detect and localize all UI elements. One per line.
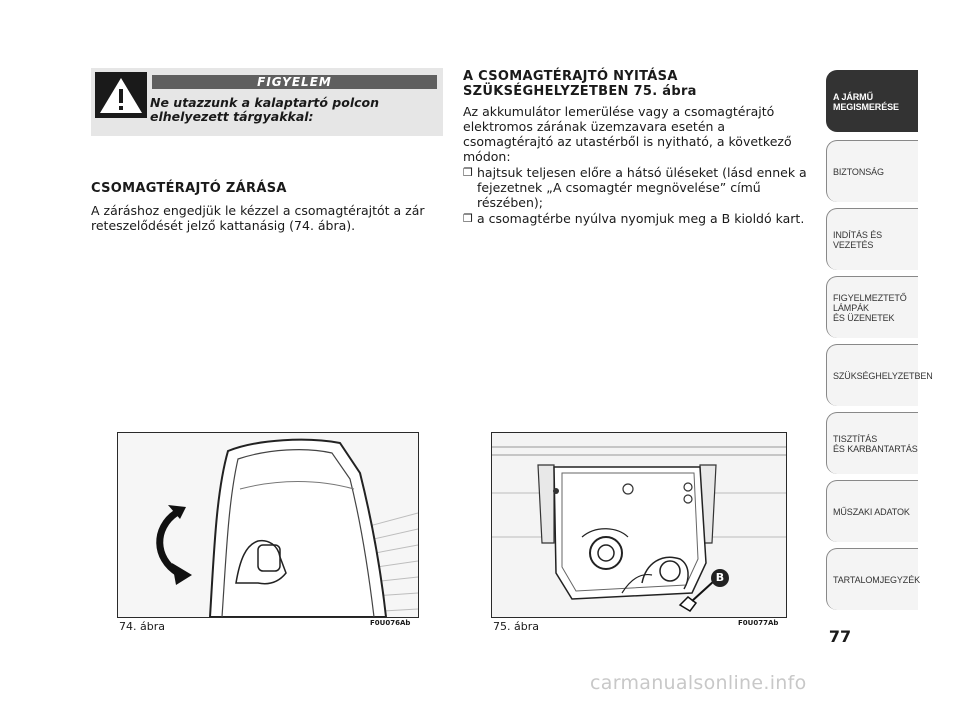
bullet-text: hajtsuk teljesen előre a hátsó üléseket (lásd ennek a fejezetnek „A csomagtér megnövelése” című részében); [477,165,807,210]
tab-emergency[interactable]: SZÜKSÉGHELYZETBEN [826,344,918,406]
callout-b-label: B [715,571,725,584]
tab-warning-lights[interactable]: FIGYELMEZTETŐ LÁMPÁK ÉS ÜZENETEK [826,276,918,338]
figure-74-code: F0U076Ab [370,619,411,627]
emergency-title-line1: A CSOMAGTÉRAJTÓ NYITÁSA [463,69,678,84]
closing-title: CSOMAGTÉRAJTÓ ZÁRÁSA [91,181,287,196]
figure-75-code: F0U077Ab [738,619,779,627]
checkbox-bullet-icon: ❒ [463,166,473,179]
closing-body: A záráshoz engedjük le kézzel a csomagtérajtót a zár reteszelődését jelző kattanásig (74. ábra). [91,203,425,233]
list-item [463,165,815,210]
warning-triangle-icon [95,72,147,118]
list-item [463,211,815,226]
tab-vehicle-overview[interactable]: A JÁRMŰ MEGISMERÉSE [826,70,918,132]
warning-heading: FIGYELEM [152,75,437,89]
figure-75-caption: 75. ábra [493,620,539,633]
page-number: 77 [828,627,852,646]
emergency-intro: Az akkumulátor lemerülése vagy a csomagtérajtó elektromos zárának üzemzavara esetén a csomagtérajtó az utastérből is nyitható, a következő módon: [463,104,792,164]
tab-maintenance[interactable]: TISZTÍTÁS ÉS KARBANTARTÁS [826,412,918,474]
tailgate-closing-illustration [118,433,418,617]
warning-text: Ne utazzunk a kalaptartó polcon elhelyezett tárgyakkal: [150,95,380,124]
emergency-title-line2: SZÜKSÉGHELYZETBEN 75. ábra [463,84,697,99]
watermark: carmanualsonline.info [590,672,807,694]
emergency-section [463,69,815,226]
tab-technical-data[interactable]: MŰSZAKI ADATOK [826,480,918,542]
bullet-text: a csomagtérbe nyúlva nyomjuk meg a B kioldó kart. [477,211,805,226]
figure-74-image [117,432,419,618]
warning-box [91,68,443,136]
figure-74-caption: 74. ábra [119,620,165,633]
tab-index[interactable]: TARTALOMJEGYZÉK [826,548,918,610]
tab-starting-driving[interactable]: INDÍTÁS ÉS VEZETÉS [826,208,918,270]
tab-safety[interactable]: BIZTONSÁG [826,140,918,202]
checkbox-bullet-icon: ❒ [463,212,473,225]
figure-75-image [491,432,787,618]
tailgate-lock-illustration [492,433,786,617]
